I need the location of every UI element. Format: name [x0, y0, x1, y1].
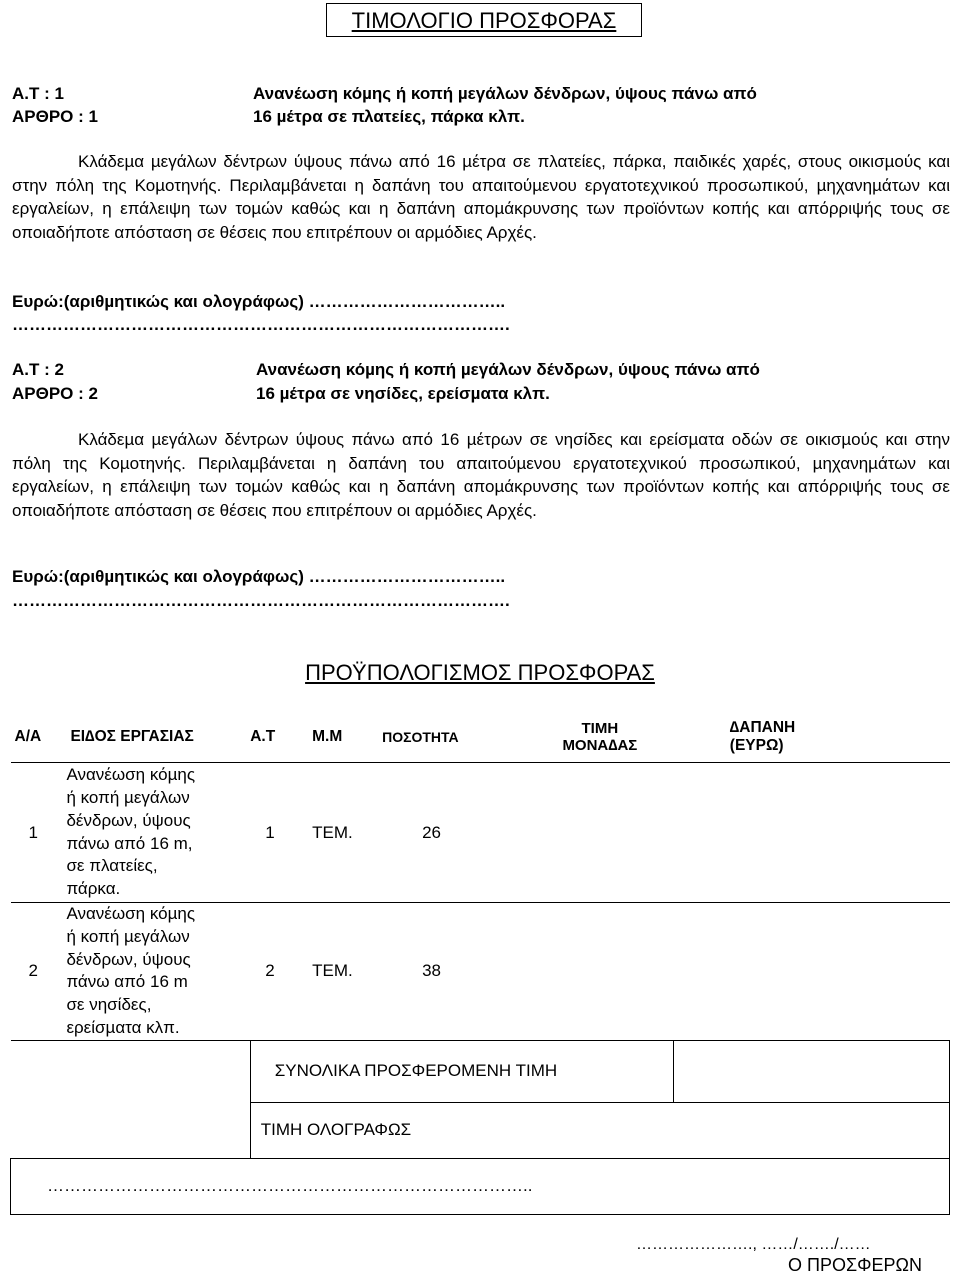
row1-desc-line: πάρκα.	[66, 879, 121, 899]
header-mm: Μ.Μ	[312, 712, 382, 763]
row2-desc-line: ή κοπή µεγάλων	[66, 926, 190, 946]
table-row	[11, 763, 950, 903]
words-dots: …………………………………………………………………………..	[11, 1158, 950, 1214]
row1-cost	[674, 763, 950, 903]
row1-desc-line: δένδρων, ύψους	[66, 810, 191, 830]
total-label: ΣΥΝΟΛΙΚΑ ΠΡΟΣΦΕΡΟΜΕΝΗ ΤΙΜΗ	[250, 1040, 674, 1102]
item2-euro-label: Ευρώ:(αριθµητικώς και ολογράφως)	[12, 567, 304, 586]
total-value	[674, 1040, 950, 1102]
item1-dots-line: …………………………………………………………………………….	[12, 315, 510, 334]
row1-mm: ΤΕΜ.	[312, 763, 382, 903]
row1-qty: 26	[382, 763, 526, 903]
header-qty: ΠΟΣΟΤΗΤΑ	[382, 712, 526, 763]
offer-table	[10, 712, 950, 1215]
row1-unit-price	[526, 763, 674, 903]
item1-title-line2: 16 µέτρα σε πλατείες, πάρκα κλπ.	[253, 107, 525, 126]
words-value-row	[11, 1158, 950, 1214]
row2-unit-price	[526, 903, 674, 1041]
header-unit-price	[526, 712, 674, 763]
row2-qty: 38	[382, 903, 526, 1041]
row1-desc-line: πάνω από 16 m,	[66, 833, 193, 853]
row2-desc-line: Ανανέωση κόµης	[66, 904, 196, 923]
row1-desc-line: ή κοπή µεγάλων	[66, 787, 190, 807]
row1-desc-line: σε πλατείες,	[66, 856, 158, 876]
item1-at-label: Α.Τ : 1	[12, 84, 64, 103]
row2-aa: 2	[11, 903, 63, 1041]
item1-euro-dots: ……………………………..	[308, 292, 506, 311]
item1-euro-label: Ευρώ:(αριθµητικώς και ολογράφως)	[12, 292, 304, 311]
budget-title: ΠΡΟΫΠΟΛΟΓΙΣΜΟΣ ΠΡΟΣΦΟΡΑΣ	[305, 660, 655, 685]
words-spacer	[11, 1102, 251, 1158]
row2-desc-line: ερείσµατα κλπ.	[66, 1017, 180, 1037]
table-header-row	[11, 712, 950, 763]
header-unit-price-line2: ΜΟΝΑ∆ΑΣ	[562, 737, 638, 754]
total-row	[11, 1040, 950, 1102]
row2-at: 2	[250, 903, 312, 1041]
item2-dots-line: …………………………………………………………………………….	[12, 591, 510, 610]
row1-aa: 1	[11, 763, 63, 903]
row2-desc-line: πάνω από 16 m	[66, 972, 188, 992]
row2-cost	[674, 903, 950, 1041]
header-aa: Α/Α	[11, 712, 63, 763]
header-at: Α.Τ	[250, 712, 312, 763]
words-label: ΤΙΜΗ ΟΛΟΓΡΑΦΩΣ	[250, 1102, 949, 1158]
header-unit-price-line1: ΤΙΜΗ	[581, 720, 619, 737]
row2-description	[62, 903, 250, 1041]
item1-title-line1: Ανανέωση κόµης ή κοπή µεγάλων δένδρων, ύψους πάνω από	[253, 84, 757, 103]
item1-description: Κλάδεµα µεγάλων δέντρων ύψους πάνω από 16 µέτρα σε πλατείες, πάρκα, παιδικές χαρές, στους οικισµούς και στην πόλη της Κοµοτηνής. Περιλαµβάνεται η δαπάνη του απαιτούµενου εργατοτεχνικού προσωπικού, µηχανηµάτων και εργαλείων, η επάλειψη των τοµών καθώς και η δαπάνη αποµάκρυνσης των προϊόντων κοπής και απόρριψής τους σε οποιαδήποτε απόσταση σε θέσεις που επιτρέπουν οι αρµόδιες Αρχές.	[12, 152, 950, 242]
item2-euro-dots: ……………………………..	[308, 567, 506, 586]
document-title: ΤΙΜΟΛΟΓΙΟ ΠΡΟΣΦΟΡΑΣ	[351, 8, 617, 33]
signature-label: Ο ΠΡΟΣΦΕΡΩΝ	[788, 1255, 922, 1275]
row1-description	[62, 763, 250, 903]
item2-title-line1: Ανανέωση κόµης ή κοπή µεγάλων δένδρων, ύψους πάνω από	[256, 360, 760, 379]
item1-arthro-label: ΑΡΘΡΟ : 1	[12, 107, 98, 126]
item2-euro-line	[12, 567, 505, 587]
date-line: …………………., ……/……./……	[636, 1236, 871, 1253]
table-row	[11, 903, 950, 1041]
item2-description: Κλάδεµα µεγάλων δέντρων ύψους πάνω από 16 µέτρων σε νησίδες και ερείσµατα οδών σε οικισµούς και στην πόλη της Κοµοτηνής. Περιλαµβάνεται η δαπάνη του απαιτούµενου εργατοτεχνικού προσωπικού, µηχανηµάτων και εργαλείων, η επάλειψη των τοµών καθώς και η δαπάνη αποµάκρυνσης των προϊόντων κοπής και απόρριψής τους σε οποιαδήποτε απόσταση σε θέσεις που επιτρέπουν οι αρµόδιες Αρχές.	[12, 430, 950, 520]
row2-desc-line: δένδρων, ύψους	[66, 949, 191, 969]
document-title-box	[326, 3, 642, 37]
item2-arthro-label: ΑΡΘΡΟ : 2	[12, 384, 98, 403]
header-type: ΕΙ∆ΟΣ ΕΡΓΑΣΙΑΣ	[62, 712, 250, 763]
row1-at: 1	[250, 763, 312, 903]
header-cost	[674, 712, 950, 763]
item1-euro-line	[12, 292, 505, 312]
header-cost-line1: ∆ΑΠΑΝΗ	[729, 719, 796, 736]
item2-title-line2: 16 µέτρα σε νησίδες, ερείσµατα κλπ.	[256, 384, 550, 403]
words-row	[11, 1102, 950, 1158]
row2-desc-line: σε νησίδες,	[66, 995, 152, 1015]
item2-at-label: Α.Τ : 2	[12, 360, 64, 379]
header-cost-line2: (ΕΥΡΩ)	[729, 737, 784, 754]
total-spacer	[11, 1040, 251, 1102]
row1-desc-line: Ανανέωση κόµης	[66, 765, 196, 785]
row2-mm: ΤΕΜ.	[312, 903, 382, 1041]
